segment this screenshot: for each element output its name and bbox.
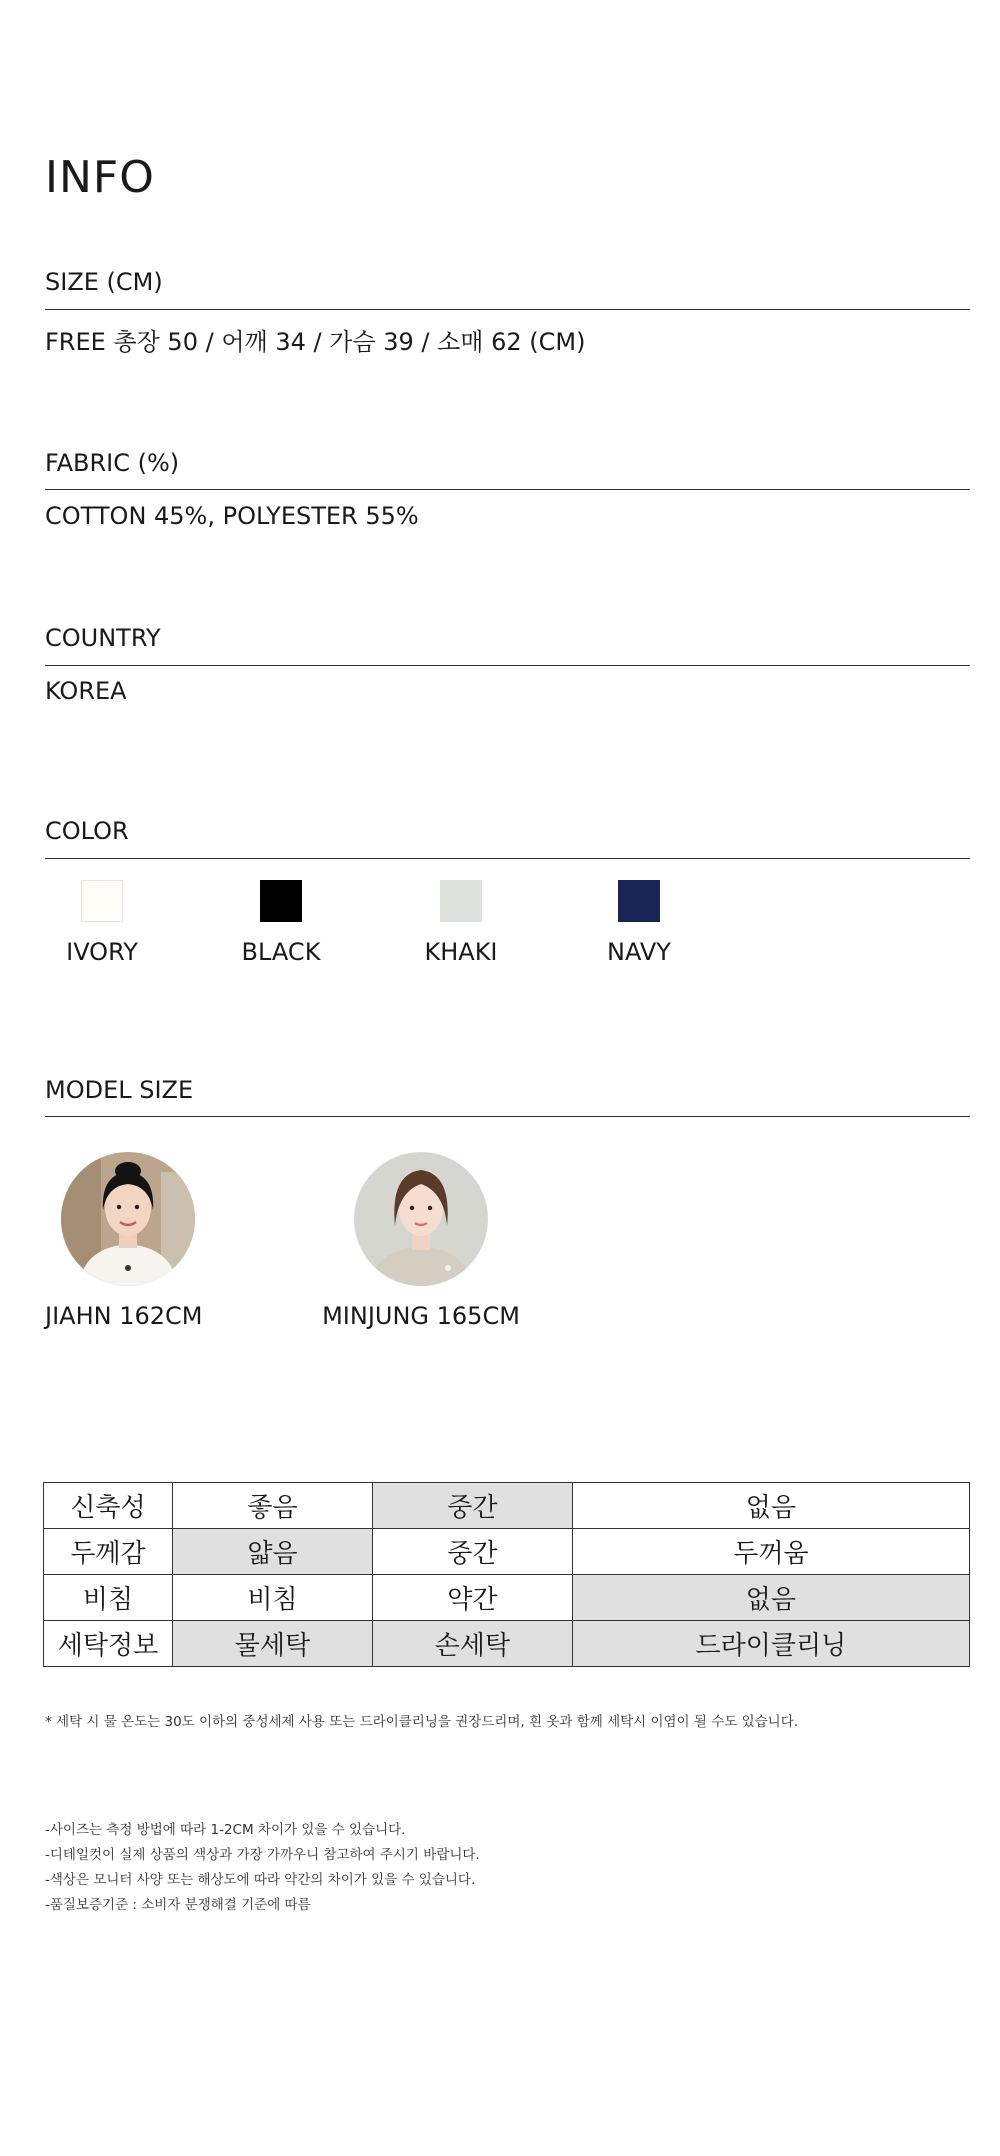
footnote-line: -품질보증기준 : 소비자 분쟁해결 기준에 따름	[45, 1897, 311, 1913]
model-minjung	[301, 1152, 541, 1330]
swatch-label: NAVY	[607, 938, 671, 966]
footnote-line: -색상은 모니터 사양 또는 해상도에 따라 약간의 차이가 있을 수 있습니다.	[45, 1872, 476, 1888]
property-option: 약간	[372, 1575, 572, 1621]
model-size-label: MODEL SIZE	[45, 1076, 194, 1104]
model-label: MINJUNG 165CM	[322, 1302, 520, 1330]
property-option: 얇음	[173, 1529, 373, 1575]
color-swatch-khaki[interactable]	[391, 880, 531, 966]
fabric-value: COTTON 45%, POLYESTER 55%	[45, 502, 419, 530]
country-label: COUNTRY	[45, 624, 161, 652]
size-value: FREE 총장 50 / 어깨 34 / 가슴 39 / 소매 62 (CM)	[45, 328, 586, 356]
model-portrait-icon	[61, 1152, 195, 1286]
footnote-line: -디테일컷이 실제 상품의 색상과 가장 가까우니 참고하여 주시기 바랍니다.	[45, 1847, 480, 1863]
property-option: 드라이클리닝	[572, 1621, 969, 1667]
wash-note: * 세탁 시 물 온도는 30도 이하의 중성세제 사용 또는 드라이클리닝을 권장드리며, 흰 옷과 함께 세탁시 이염이 될 수도 있습니다.	[45, 1714, 799, 1730]
color-swatch-ivory[interactable]	[32, 880, 172, 966]
property-option: 없음	[572, 1483, 969, 1529]
property-name: 두께감	[44, 1529, 173, 1575]
avatar	[61, 1152, 195, 1286]
footnotes	[45, 1818, 480, 1918]
model-portrait-icon	[354, 1152, 488, 1286]
property-option: 비침	[173, 1575, 373, 1621]
table-row	[44, 1483, 970, 1529]
size-divider	[45, 309, 970, 310]
avatar	[354, 1152, 488, 1286]
swatch-chip	[618, 880, 660, 922]
swatch-chip	[440, 880, 482, 922]
swatch-chip	[81, 880, 123, 922]
fabric-divider	[45, 489, 970, 490]
property-option: 물세탁	[173, 1621, 373, 1667]
property-option: 좋음	[173, 1483, 373, 1529]
model-size-divider	[45, 1116, 970, 1117]
property-name: 신축성	[44, 1483, 173, 1529]
property-option: 없음	[572, 1575, 969, 1621]
country-value: KOREA	[45, 677, 127, 705]
footnote-line: -사이즈는 측정 방법에 따라 1-2CM 차이가 있을 수 있습니다.	[45, 1822, 406, 1838]
color-swatch-black[interactable]	[211, 880, 351, 966]
model-jiahn	[8, 1152, 248, 1330]
table-row	[44, 1529, 970, 1575]
page-title: INFO	[45, 152, 155, 203]
size-label: SIZE (CM)	[45, 268, 163, 296]
property-name: 세탁정보	[44, 1621, 173, 1667]
swatch-label: BLACK	[241, 938, 321, 966]
color-label: COLOR	[45, 817, 129, 845]
property-option: 중간	[372, 1483, 572, 1529]
property-option: 손세탁	[372, 1621, 572, 1667]
color-swatch-navy[interactable]	[569, 880, 709, 966]
model-label: JIAHN 162CM	[45, 1302, 203, 1330]
country-divider	[45, 665, 970, 666]
property-table	[43, 1482, 970, 1667]
property-option: 두꺼움	[572, 1529, 969, 1575]
table-row	[44, 1621, 970, 1667]
property-name: 비침	[44, 1575, 173, 1621]
swatch-label: KHAKI	[424, 938, 498, 966]
table-row	[44, 1575, 970, 1621]
color-divider	[45, 858, 970, 859]
property-option: 중간	[372, 1529, 572, 1575]
fabric-label: FABRIC (%)	[45, 449, 180, 477]
swatch-chip	[260, 880, 302, 922]
swatch-label: IVORY	[66, 938, 138, 966]
